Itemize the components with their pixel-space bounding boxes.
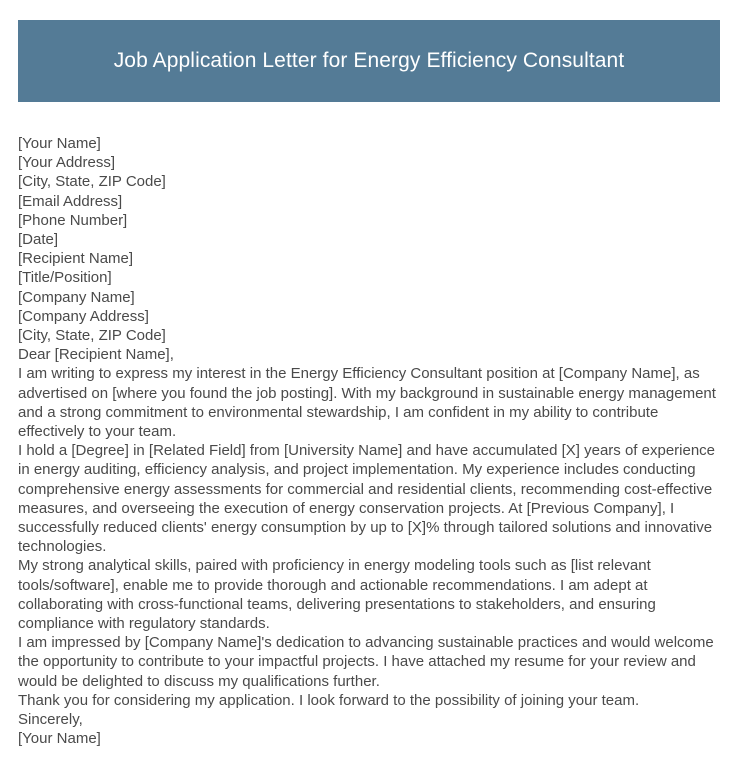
sender-line: [Your Address] (18, 154, 116, 172)
body-paragraph-1: I am writing to express my interest in the Energy Efficiency Consultant position at [Company Name], as advertised on [where you found the job posting]. With my background in sustainable energy management and a strong commitment to environmental stewardship, I am confident in my ability to contribute effectively to your team. (18, 365, 716, 441)
document-header-banner (18, 20, 720, 102)
recipient-line: [Company Address] (18, 307, 149, 325)
sender-line: [City, State, ZIP Code] (18, 173, 166, 191)
body-paragraph-2: I hold a [Degree] in [Related Field] from [University Name] and have accumulated [X] years of experience in energy auditing, efficiency analysis, and project implementation. My experience includes conducting comprehensive energy assessments for commercial and residential clients, recommending cost-effective measures, and overseeing the execution of energy conservation projects. At [Previous Company], I successfully reduced clients' energy consumption by up to [X]% through tailored solutions and innovative technologies. (18, 442, 716, 556)
salutation: Dear [Recipient Name], (18, 346, 174, 364)
document-title: Job Application Letter for Energy Efficiency Consultant (113, 49, 625, 73)
closing-salutation: Sincerely, (18, 711, 83, 729)
body-paragraph-4: I am impressed by [Company Name]'s dedication to advancing sustainable practices and would welcome the opportunity to contribute to your impactful projects. I have attached my resume for your review and would be delighted to discuss my qualifications further. (18, 634, 714, 690)
recipient-line: [Company Name] (18, 288, 135, 306)
sender-line: [Email Address] (18, 192, 123, 210)
sender-address-block (18, 134, 722, 249)
signature-name: [Your Name] (18, 730, 101, 748)
body-paragraph-5: Thank you for considering my application. I look forward to the possibility of joining your team. (18, 691, 640, 709)
letter-body (18, 134, 722, 749)
recipient-line: [Recipient Name] (18, 250, 134, 268)
sender-line: [Phone Number] (18, 211, 128, 229)
body-paragraph-3: My strong analytical skills, paired with proficiency in energy modeling tools such as [list relevant tools/software], enable me to provide thorough and actionable recommendations. I am adept at collaborating with cross-functional teams, delivering presentations to stakeholders, and ensuring compliance with regulatory standards. (18, 557, 656, 633)
sender-line: [Date] (18, 231, 59, 249)
recipient-line: [Title/Position] (18, 269, 112, 287)
sender-line: [Your Name] (18, 135, 101, 152)
recipient-address-block (18, 249, 722, 345)
recipient-line: [City, State, ZIP Code] (18, 327, 166, 345)
